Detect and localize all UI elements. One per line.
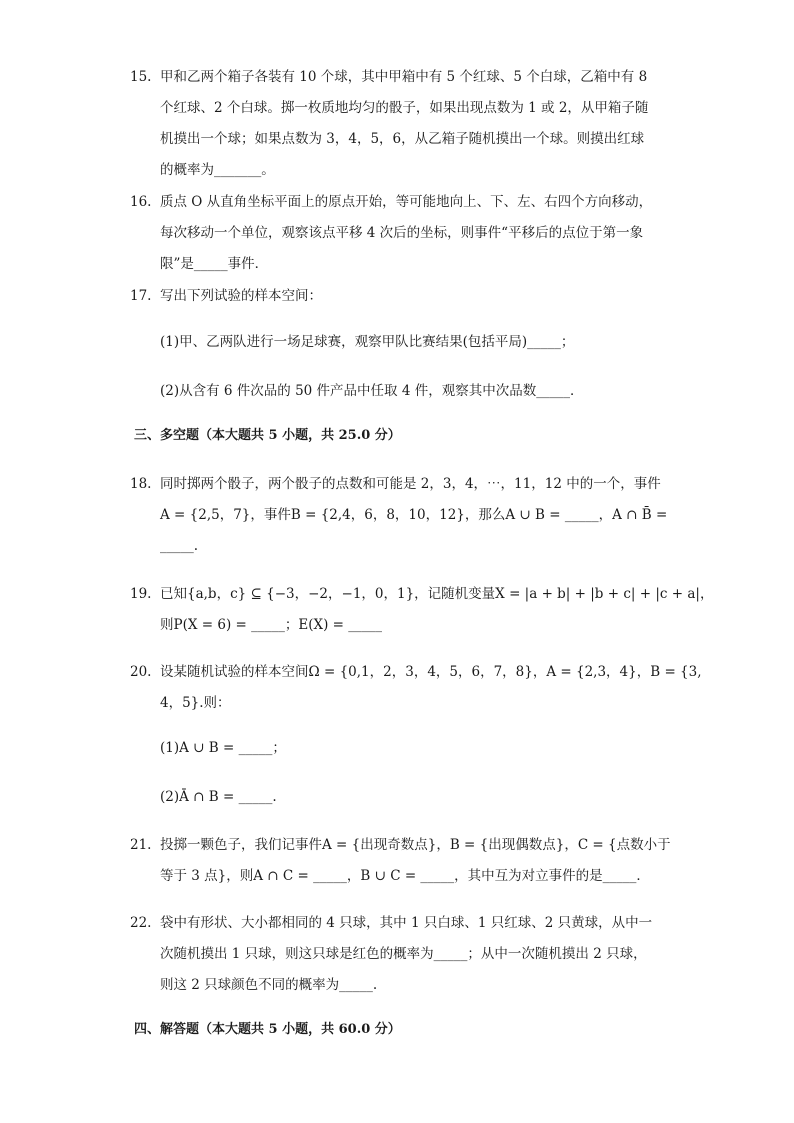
question-number: 16. xyxy=(130,194,152,210)
question-text-line: 已知{a,b，c} ⊆ {−3，−2，−1，0，1}，记随机变量X = |a + b| + |b + c| + |c + a|， xyxy=(160,586,714,602)
question-text-line: 的概率为_______。 xyxy=(160,162,275,178)
question-number: 22. xyxy=(130,915,152,931)
question-number: 21. xyxy=(130,837,152,853)
question-text-line: 则这 2 只球颜色不同的概率为_____. xyxy=(160,977,378,993)
question-text-line: 个红球、2 个白球。掷一枚质地均匀的骰子，如果出现点数为 1 或 2，从甲箱子随 xyxy=(160,100,649,116)
question-text-line: 每次移动一个单位，观察该点平移 4 次后的坐标，则事件“平移后的点位于第一象 xyxy=(160,225,644,241)
question-number: 18. xyxy=(130,476,152,492)
question-22 xyxy=(132,908,677,1001)
question-text-line: 等于 3 点}，则A ∩ C = _____，B ∪ C = _____，其中互为对立事件的是_____． xyxy=(160,868,650,884)
section-heading-3: 三、多空题（本大题共 5 小题，共 25.0 分） xyxy=(134,428,401,443)
question-text-line: 机摸出一个球；如果点数为 3，4，5，6，从乙箱子随机摸出一个球。则摸出红球 xyxy=(160,131,645,147)
question-text-line: 则P(X = 6) = _____；E(X) = _____ xyxy=(160,617,382,633)
question-text-line: 同时掷两个骰子，两个骰子的点数和可能是 2，3，4，⋯，11，12 中的一个，事件 xyxy=(160,476,661,492)
section-heading-4: 四、解答题（本大题共 5 小题，共 60.0 分） xyxy=(134,1022,401,1037)
question-text-line: 质点 O 从直角坐标平面上的原点开始，等可能地向上、下、左、右四个方向移动， xyxy=(160,194,653,210)
question-text-line: 限”是_____事件． xyxy=(160,256,269,272)
question-20-part-2: (2)Ā ∩ B = _____. xyxy=(160,789,277,805)
question-16 xyxy=(132,187,677,280)
question-17 xyxy=(132,281,677,312)
question-17-part-1: (1)甲、乙两队进行一场足球赛，观察甲队比赛结果(包括平局)_____； xyxy=(160,334,575,350)
question-21 xyxy=(132,830,677,892)
question-text-line: A = {2,5，7}，事件B = {2,4，6，8，10，12}，那么A ∪ B = _____，A ∩ B̄ = xyxy=(160,507,668,523)
question-number: 17. xyxy=(130,288,152,304)
question-text-line: 袋中有形状、大小都相同的 4 只球，其中 1 只白球、1 只红球、2 只黄球，从中一 xyxy=(160,915,653,931)
question-19 xyxy=(130,579,714,641)
question-15 xyxy=(132,62,677,186)
question-number: 15. xyxy=(130,69,152,85)
question-text-line: 4，5}.则： xyxy=(160,695,231,711)
question-20-part-1: (1)A ∪ B = _____； xyxy=(160,740,286,756)
question-text-line: 写出下列试验的样本空间： xyxy=(160,288,322,304)
question-17-part-2: (2)从含有 6 件次品的 50 件产品中任取 4 件，观察其中次品数_____． xyxy=(160,383,584,399)
question-number: 19. xyxy=(130,586,152,602)
question-18 xyxy=(132,469,677,562)
question-number: 20. xyxy=(130,664,152,680)
question-20 xyxy=(130,657,702,719)
question-text-line: 甲和乙两个箱子各装有 10 个球，其中甲箱中有 5 个红球、5 个白球，乙箱中有 8 xyxy=(160,69,648,85)
question-text-line: 投掷一颗色子，我们记事件A = {出现奇数点}，B = {出现偶数点}，C = {点数小于 xyxy=(160,837,671,853)
question-text-line: _____. xyxy=(160,538,199,554)
question-text-line: 设某随机试验的样本空间Ω = {0,1，2，3，4，5，6，7，8}，A = {2,3，4}，B = {3, xyxy=(160,664,702,680)
question-text-line: 次随机摸出 1 只球，则这只球是红色的概率为_____；从中一次随机摸出 2 只球， xyxy=(160,946,647,962)
